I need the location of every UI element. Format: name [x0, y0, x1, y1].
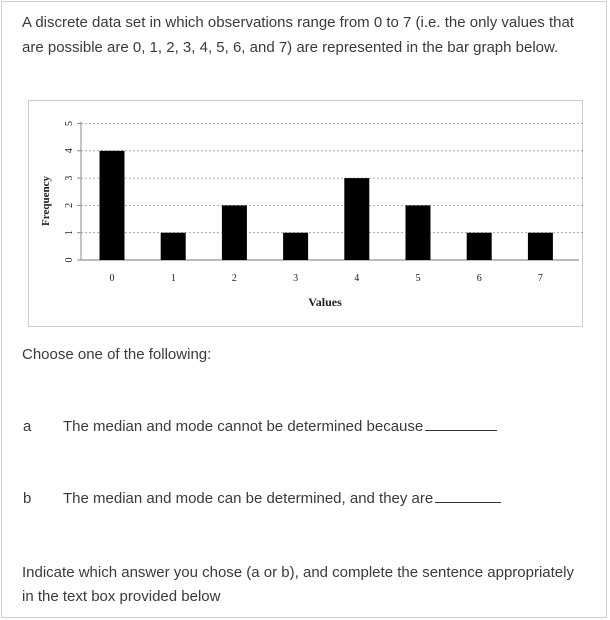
bar-3 [283, 233, 308, 260]
x-tick-label: 6 [476, 273, 482, 284]
bar-6 [467, 233, 492, 260]
bar-chart [28, 100, 583, 327]
y-axis-label: Frequency [40, 176, 52, 226]
question-panel [1, 1, 607, 618]
x-tick-label: 5 [415, 273, 421, 284]
x-axis-label: Values [308, 295, 342, 309]
x-tick-label: 3 [293, 273, 299, 284]
x-tick-label: 4 [354, 273, 360, 284]
option-b-blank [435, 490, 501, 503]
option-b-text: The median and mode can be determined, and they are [63, 490, 434, 507]
y-tick-label: 3 [64, 175, 75, 181]
grid-layer [77, 122, 584, 261]
y-tick-label: 2 [64, 202, 75, 208]
question-intro: A discrete data set in which observations range from 0 to 7 (i.e. the only values that are possible are 0, 1, 2, 3, 4, 5, 6, and 7) are represented in the bar graph below. [22, 14, 574, 56]
option-b-letter: b [23, 490, 32, 507]
y-tick-layer [64, 121, 75, 263]
option-a-letter: a [23, 418, 32, 435]
y-tick-label: 1 [64, 230, 75, 236]
option-a-text: The median and mode cannot be determined because [63, 418, 424, 435]
bar-1 [161, 233, 186, 260]
bar-2 [222, 205, 247, 260]
x-tick-label: 0 [109, 273, 115, 284]
bar-chart-svg [29, 101, 584, 328]
y-tick-label: 0 [64, 257, 75, 263]
choose-prompt: Choose one of the following: [22, 346, 212, 363]
x-tick-label: 1 [170, 273, 176, 284]
bar-7 [528, 233, 553, 260]
bar-5 [406, 205, 431, 260]
x-tick-label: 2 [231, 273, 237, 284]
instruction-text: Indicate which answer you chose (a or b), and complete the sentence appropriately in the text box provided below [22, 564, 574, 605]
option-a-blank [425, 418, 497, 431]
bar-0 [100, 151, 125, 260]
x-tick-layer [110, 273, 543, 284]
y-tick-label: 5 [64, 121, 75, 126]
bar-4 [344, 178, 369, 260]
y-tick-label: 4 [64, 148, 75, 154]
x-tick-label: 7 [537, 273, 543, 284]
